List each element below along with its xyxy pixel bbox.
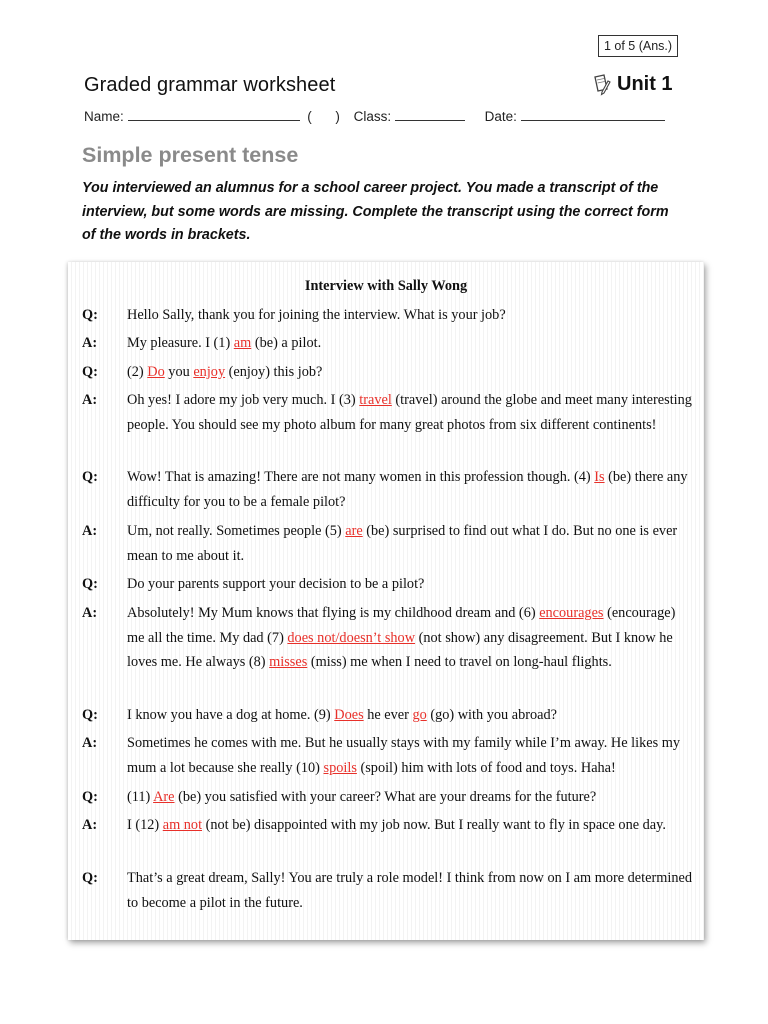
transcript-text: (not be) disappointed with my job now. But I really want to fly in space one day.: [202, 817, 666, 833]
transcript-text: (be) surprised to find out what I do. But no one is ever mean to me about it.: [127, 523, 678, 564]
paren-close: ): [335, 109, 340, 124]
speaker-label: Q:: [82, 364, 98, 380]
transcript-text: Absolutely! My Mum knows that flying is my childhood dream and (6): [127, 605, 540, 621]
qa-text: [127, 731, 692, 780]
answer-text: does not/doesn’t show: [287, 629, 416, 646]
qa-text: [127, 813, 692, 838]
transcript-text: That’s a great dream, Sally! You are truly a role model! I think from now on I am more determined to become a pilot in the future.: [127, 870, 692, 911]
worksheet-title: Graded grammar worksheet: [84, 74, 336, 96]
speaker-label: Q:: [82, 307, 98, 323]
transcript-text: I know you have a dog at home. (9): [127, 707, 335, 723]
transcript-text: Oh yes! I adore my job very much. I (3): [127, 392, 360, 408]
answer-text: Is: [594, 469, 605, 485]
qa-text: [127, 703, 692, 728]
unit-label: [593, 73, 673, 96]
speaker-label: A:: [82, 605, 98, 621]
qa-text: [127, 388, 692, 437]
name-label: Name:: [84, 109, 124, 124]
answer-text: Does: [334, 707, 364, 723]
qa-text: [127, 601, 692, 675]
qa-text: [127, 303, 692, 328]
answer-text: encourages: [539, 605, 604, 621]
speaker-label: A:: [82, 735, 98, 751]
answer-text: Do: [147, 364, 165, 380]
speaker-label: Q:: [82, 789, 98, 805]
answer-text: spoils: [323, 759, 357, 776]
transcript-text: (not show) any disagreement. But I know he loves me. He always (8): [127, 629, 673, 670]
transcript-text: Hello Sally, thank you for joining the interview. What is your job?: [127, 307, 506, 323]
speaker-label: A:: [82, 335, 98, 351]
transcript-text: My pleasure. I (1): [127, 335, 234, 351]
transcript-text: (miss) me when I need to travel on long-haul flights.: [307, 654, 612, 670]
qa-text: [127, 360, 692, 385]
qa-text: [127, 866, 692, 915]
page-badge: 1 of 5 (Ans.): [598, 35, 678, 57]
transcript-text: (be) a pilot.: [251, 335, 322, 351]
transcript-title: Interview with Sally Wong: [304, 278, 468, 294]
transcript-text: (11): [127, 789, 154, 805]
transcript-text: Sometimes he comes with me. But he usually stays with my family while I’m away. He likes my mum a lot because she really (10): [127, 735, 680, 776]
transcript-text: Wow! That is amazing! There are not many women in this profession though. (4): [127, 469, 595, 485]
student-info-row: [84, 107, 665, 124]
transcript-text: Um, not really. Sometimes people (5): [127, 523, 346, 539]
speaker-label: A:: [82, 817, 98, 833]
speaker-label: Q:: [82, 707, 98, 723]
section-subtitle: Simple present tense: [82, 143, 299, 167]
unit-text: Unit 1: [617, 73, 673, 95]
transcript-text: (be) there any difficulty for you to be a female pilot?: [127, 469, 688, 510]
qa-text: [127, 572, 692, 597]
speaker-label: Q:: [82, 870, 98, 886]
speaker-label: Q:: [82, 576, 98, 592]
transcript-text: (be) you satisfied with your career? What are your dreams for the future?: [174, 789, 597, 805]
answer-text: are: [345, 523, 363, 539]
answer-text: go: [412, 707, 427, 723]
transcript-text: (2): [127, 364, 148, 380]
transcript-text: you: [164, 364, 194, 380]
transcript-text: (travel) around the globe and meet many interesting people. You should see my photo album for many great photos from six different continents!: [127, 392, 692, 433]
transcript-text: (enjoy) this job?: [225, 364, 323, 380]
transcript-text: I (12): [127, 817, 163, 833]
class-label: Class:: [353, 109, 392, 124]
answer-text: misses: [269, 654, 308, 670]
transcript-text: (spoil) him with lots of food and toys. Haha!: [356, 759, 616, 776]
qa-text: [127, 785, 692, 810]
instructions: You interviewed an alumnus for a school career project. You made a transcript of the interview, but some words are missing. Complete the transcript using the correct form of the words in brackets.: [82, 180, 669, 243]
date-label: Date:: [484, 109, 517, 124]
answer-text: enjoy: [193, 364, 226, 380]
transcript-card: [68, 262, 704, 940]
answer-text: Are: [153, 789, 175, 805]
answer-text: am: [233, 335, 252, 351]
qa-text: [127, 331, 692, 356]
transcript-text: Do your parents support your decision to be a pilot?: [127, 576, 425, 592]
transcript-text: (go) with you abroad?: [426, 707, 557, 723]
name-blank[interactable]: [128, 107, 300, 121]
speaker-label: Q:: [82, 469, 98, 485]
paren-open: (: [307, 109, 312, 124]
speaker-label: A:: [82, 523, 98, 539]
answer-text: travel: [359, 392, 392, 408]
pencil-paper-icon: [593, 74, 611, 96]
date-blank[interactable]: [521, 107, 665, 121]
qa-text: [127, 465, 692, 514]
transcript-text: (encourage) me all the time. My dad (7): [127, 605, 676, 646]
class-blank[interactable]: [395, 107, 465, 121]
qa-text: [127, 519, 692, 568]
speaker-label: A:: [82, 392, 98, 408]
answer-text: am not: [162, 817, 203, 833]
transcript-text: he ever: [363, 707, 413, 723]
